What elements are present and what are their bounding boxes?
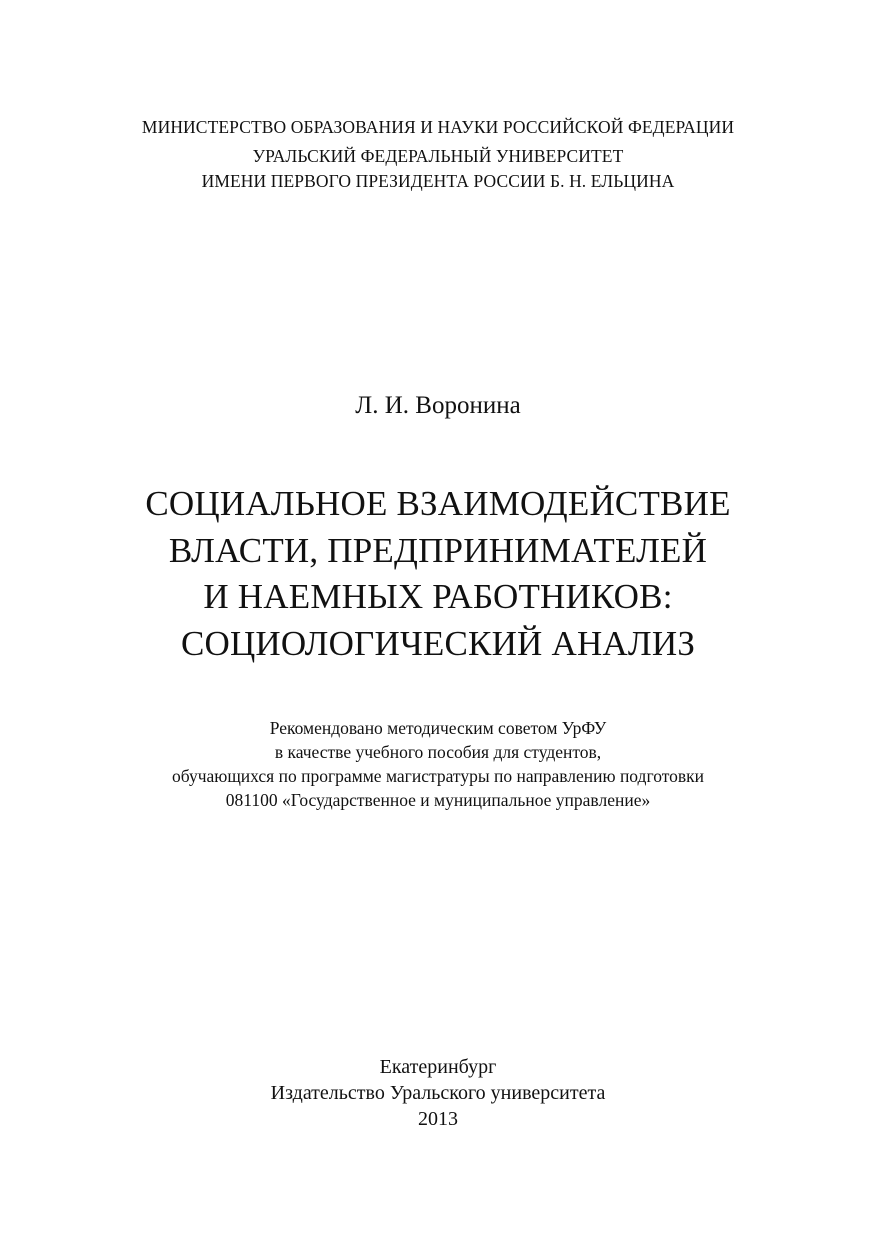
ministry-name: МИНИСТЕРСТВО ОБРАЗОВАНИЯ И НАУКИ РОССИЙСКОЙ ФЕДЕРАЦИИ [141,117,735,137]
author-name: Л. И. Воронина [355,392,521,419]
university-name-line-1: УРАЛЬСКИЙ ФЕДЕРАЛЬНЫЙ УНИВЕРСИТЕТ [252,146,624,166]
imprint-year: 2013 [418,1108,458,1130]
book-title [0,481,876,667]
publication-imprint [0,1054,876,1132]
institution-header [0,115,876,194]
recommendation-line-1: Рекомендовано методическим советом УрФУ [269,718,607,738]
book-title-line-2: ВЛАСТИ, ПРЕДПРИНИМАТЕЛЕЙ [168,530,708,570]
recommendation-line-2: в качестве учебного пособия для студентов, [274,742,602,762]
recommendation-note [0,716,876,812]
book-title-line-4: СОЦИОЛОГИЧЕСКИЙ АНАЛИЗ [180,623,696,663]
university-name-line-2: ИМЕНИ ПЕРВОГО ПРЕЗИДЕНТА РОССИИ Б. Н. ЕЛЬЦИНА [201,171,675,191]
imprint-publisher: Издательство Уральского университета [270,1082,606,1104]
book-title-line-3: И НАЕМНЫХ РАБОТНИКОВ: [203,577,673,616]
book-title-line-1: СОЦИАЛЬНОЕ ВЗАИМОДЕЙСТВИЕ [145,484,731,523]
recommendation-line-4: 081100 «Государственное и муниципальное управление» [225,790,651,810]
recommendation-line-3: обучающихся по программе магистратуры по направлению подготовки [171,766,705,786]
imprint-city: Екатеринбург [379,1056,497,1078]
